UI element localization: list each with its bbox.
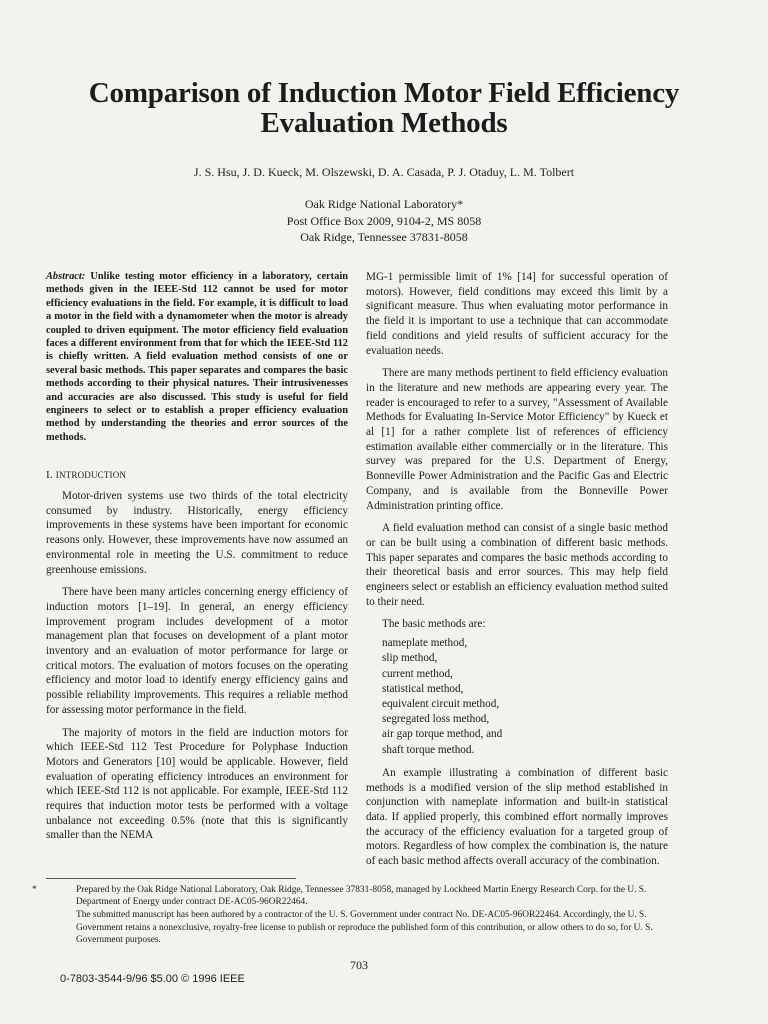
- title-line-1: Comparison of Induction Motor Field Efficiency: [88, 77, 680, 109]
- footnotes: [32, 884, 676, 947]
- section-heading-introduction: [46, 468, 348, 483]
- abstract: [46, 270, 348, 444]
- section-title: INTRODUCTION: [55, 470, 127, 481]
- affiliation: [30, 196, 738, 246]
- section-numeral: I.: [46, 469, 56, 482]
- right-paragraph-1: MG-1 permissible limit of 1% [14] for successful operation of motors). However, field conditions may exceed this limit by a significant measure. Thus when evaluating motor performance in the field it is important to use a technique that can accommodate field conditions and yield results of sufficient accuracy for the evaluation needs.: [366, 271, 668, 357]
- footnote-1: [32, 884, 676, 908]
- title-line-2: Evaluation Methods: [260, 107, 508, 139]
- methods-intro: The basic methods are:: [382, 618, 486, 631]
- paper-title: [30, 78, 738, 138]
- affiliation-line-3: Oak Ridge, Tennessee 37831-8058: [300, 230, 468, 244]
- list-item: current method,: [382, 667, 453, 680]
- footnote-divider: [46, 878, 296, 879]
- footnote-1-text: Prepared by the Oak Ridge National Laboratory, Oak Ridge, Tennessee 37831-8058, managed by Lockheed Martin Energy Research Corp. for the U. S. Department of Energy under contract DE-AC05-96OR22464.: [76, 885, 647, 908]
- list-item: slip method,: [382, 652, 438, 665]
- abstract-label: Abstract:: [46, 271, 86, 282]
- footnote-2: The submitted manuscript has been authored by a contractor of the U. S. Government under contract No. DE-AC05-96OR22464. Accordingly, the U. S. Government retains a nonexclusive, royalty-free license to publish or reproduce the published form of this contribution, or allow others to do so, for U. S. Government purposes.: [76, 910, 653, 945]
- intro-paragraph-1: Motor-driven systems use two thirds of the total electricity consumed by industry. Historically, energy efficiency improvements in these systems have been important for economic reasons only. However, these improvements have now assumed an environmental role in meeting the U.S. commitment to reduce greenhouse emissions.: [46, 489, 348, 576]
- right-column: [366, 270, 668, 877]
- list-item: segregated loss method,: [382, 713, 490, 726]
- right-paragraph-3: A field evaluation method can consist of a single basic method or can be built using a combination of different basic methods. This paper separates and compares the basic methods according to their theoretical basis and error sources. This may help field engineers select or establish an efficiency evaluation method suited to their need.: [366, 522, 668, 608]
- left-column: [46, 270, 348, 851]
- list-item: shaft torque method.: [382, 743, 475, 756]
- list-item: nameplate method,: [382, 637, 468, 650]
- intro-paragraph-3: The majority of motors in the field are induction motors for which IEEE-Std 112 Test Procedure for Polyphase Induction Motors and Generators [10] would be applicable. However, field evaluation of operating efficiency introduces an environment for which IEEE-Std 112 is not applicable. For example, IEEE-Std 112 requires that induction motor tests be performed with a voltage unbalance not exceeding 0.5% (note that this is significantly smaller than the NEMA: [46, 726, 348, 842]
- footnote-mark: *: [32, 885, 37, 895]
- author-list: J. S. Hsu, J. D. Kueck, M. Olszewski, D. A. Casada, P. J. Otaduy, L. M. Tolbert: [193, 165, 575, 179]
- list-item: air gap torque method, and: [382, 728, 503, 741]
- page-number: 703: [350, 958, 368, 972]
- abstract-text: Unlike testing motor efficiency in a laboratory, certain methods given in the IEEE-Std 112 cannot be used for motor efficiency evaluations in the field. For example, it is difficult to load a motor in the field with a dynamometer when the motor is already coupled to driven equipment. The motor efficiency field evaluation faces a different environment from that for which the IEEE-Std 112 is chiefly written. A field evaluation method consists of one or several basic methods. This paper separates and compares the basic methods according to their physical natures. Their intrusivenesses and accuracies are also discussed. This study is useful for field engineers to select or to establish a proper efficiency evaluation method by understanding the theories and error sources of the methods.: [46, 271, 348, 443]
- intro-paragraph-2: There have been many articles concerning energy efficiency of induction motors [1–19]. In general, an energy efficiency improvement program includes development of a motor management plan that focuses on development of a plant motor inventory and an evaluation of motor performance for large or critical motors. The evaluation of motors focuses on the operating efficiency and motor load to identify energy efficiency gains and possible reliability improvements. This requires a reliable method for assessing motor performance in the field.: [46, 586, 348, 716]
- affiliation-line-1: Oak Ridge National Laboratory*: [304, 197, 464, 211]
- list-item: equivalent circuit method,: [382, 697, 500, 710]
- list-item: statistical method,: [382, 682, 464, 695]
- methods-list: [382, 636, 668, 758]
- affiliation-line-2: Post Office Box 2009, 9104-2, MS 8058: [286, 213, 482, 228]
- copyright-line: 0-7803-3544-9/96 $5.00 © 1996 IEEE: [60, 973, 245, 985]
- right-paragraph-4: An example illustrating a combination of different basic methods is a modified version of the slip method established in conjunction with nameplate information and built-in statistical data. If applied properly, this combined effort normally improves the accuracy of the efficiency evaluation for a targeted group of motors. Regardless of how complex the combination is, the nature of each basic method affects overall accuracy of the combination.: [366, 766, 668, 868]
- right-paragraph-2: There are many methods pertinent to field efficiency evaluation in the literature and new methods are appearing every year. The reader is encouraged to refer to a survey, "Assessment of Available Methods for Evaluating In-Service Motor Efficiency" by Kueck et al [1] for a rather complete list of references of efficiency estimation available either commercially or in the literature. This survey was prepared for the U.S. Department of Energy, Bonneville Power Administration and the Pacific Gas and Electric Company, and is available from the Bonneville Power Administration printing office.: [366, 367, 668, 512]
